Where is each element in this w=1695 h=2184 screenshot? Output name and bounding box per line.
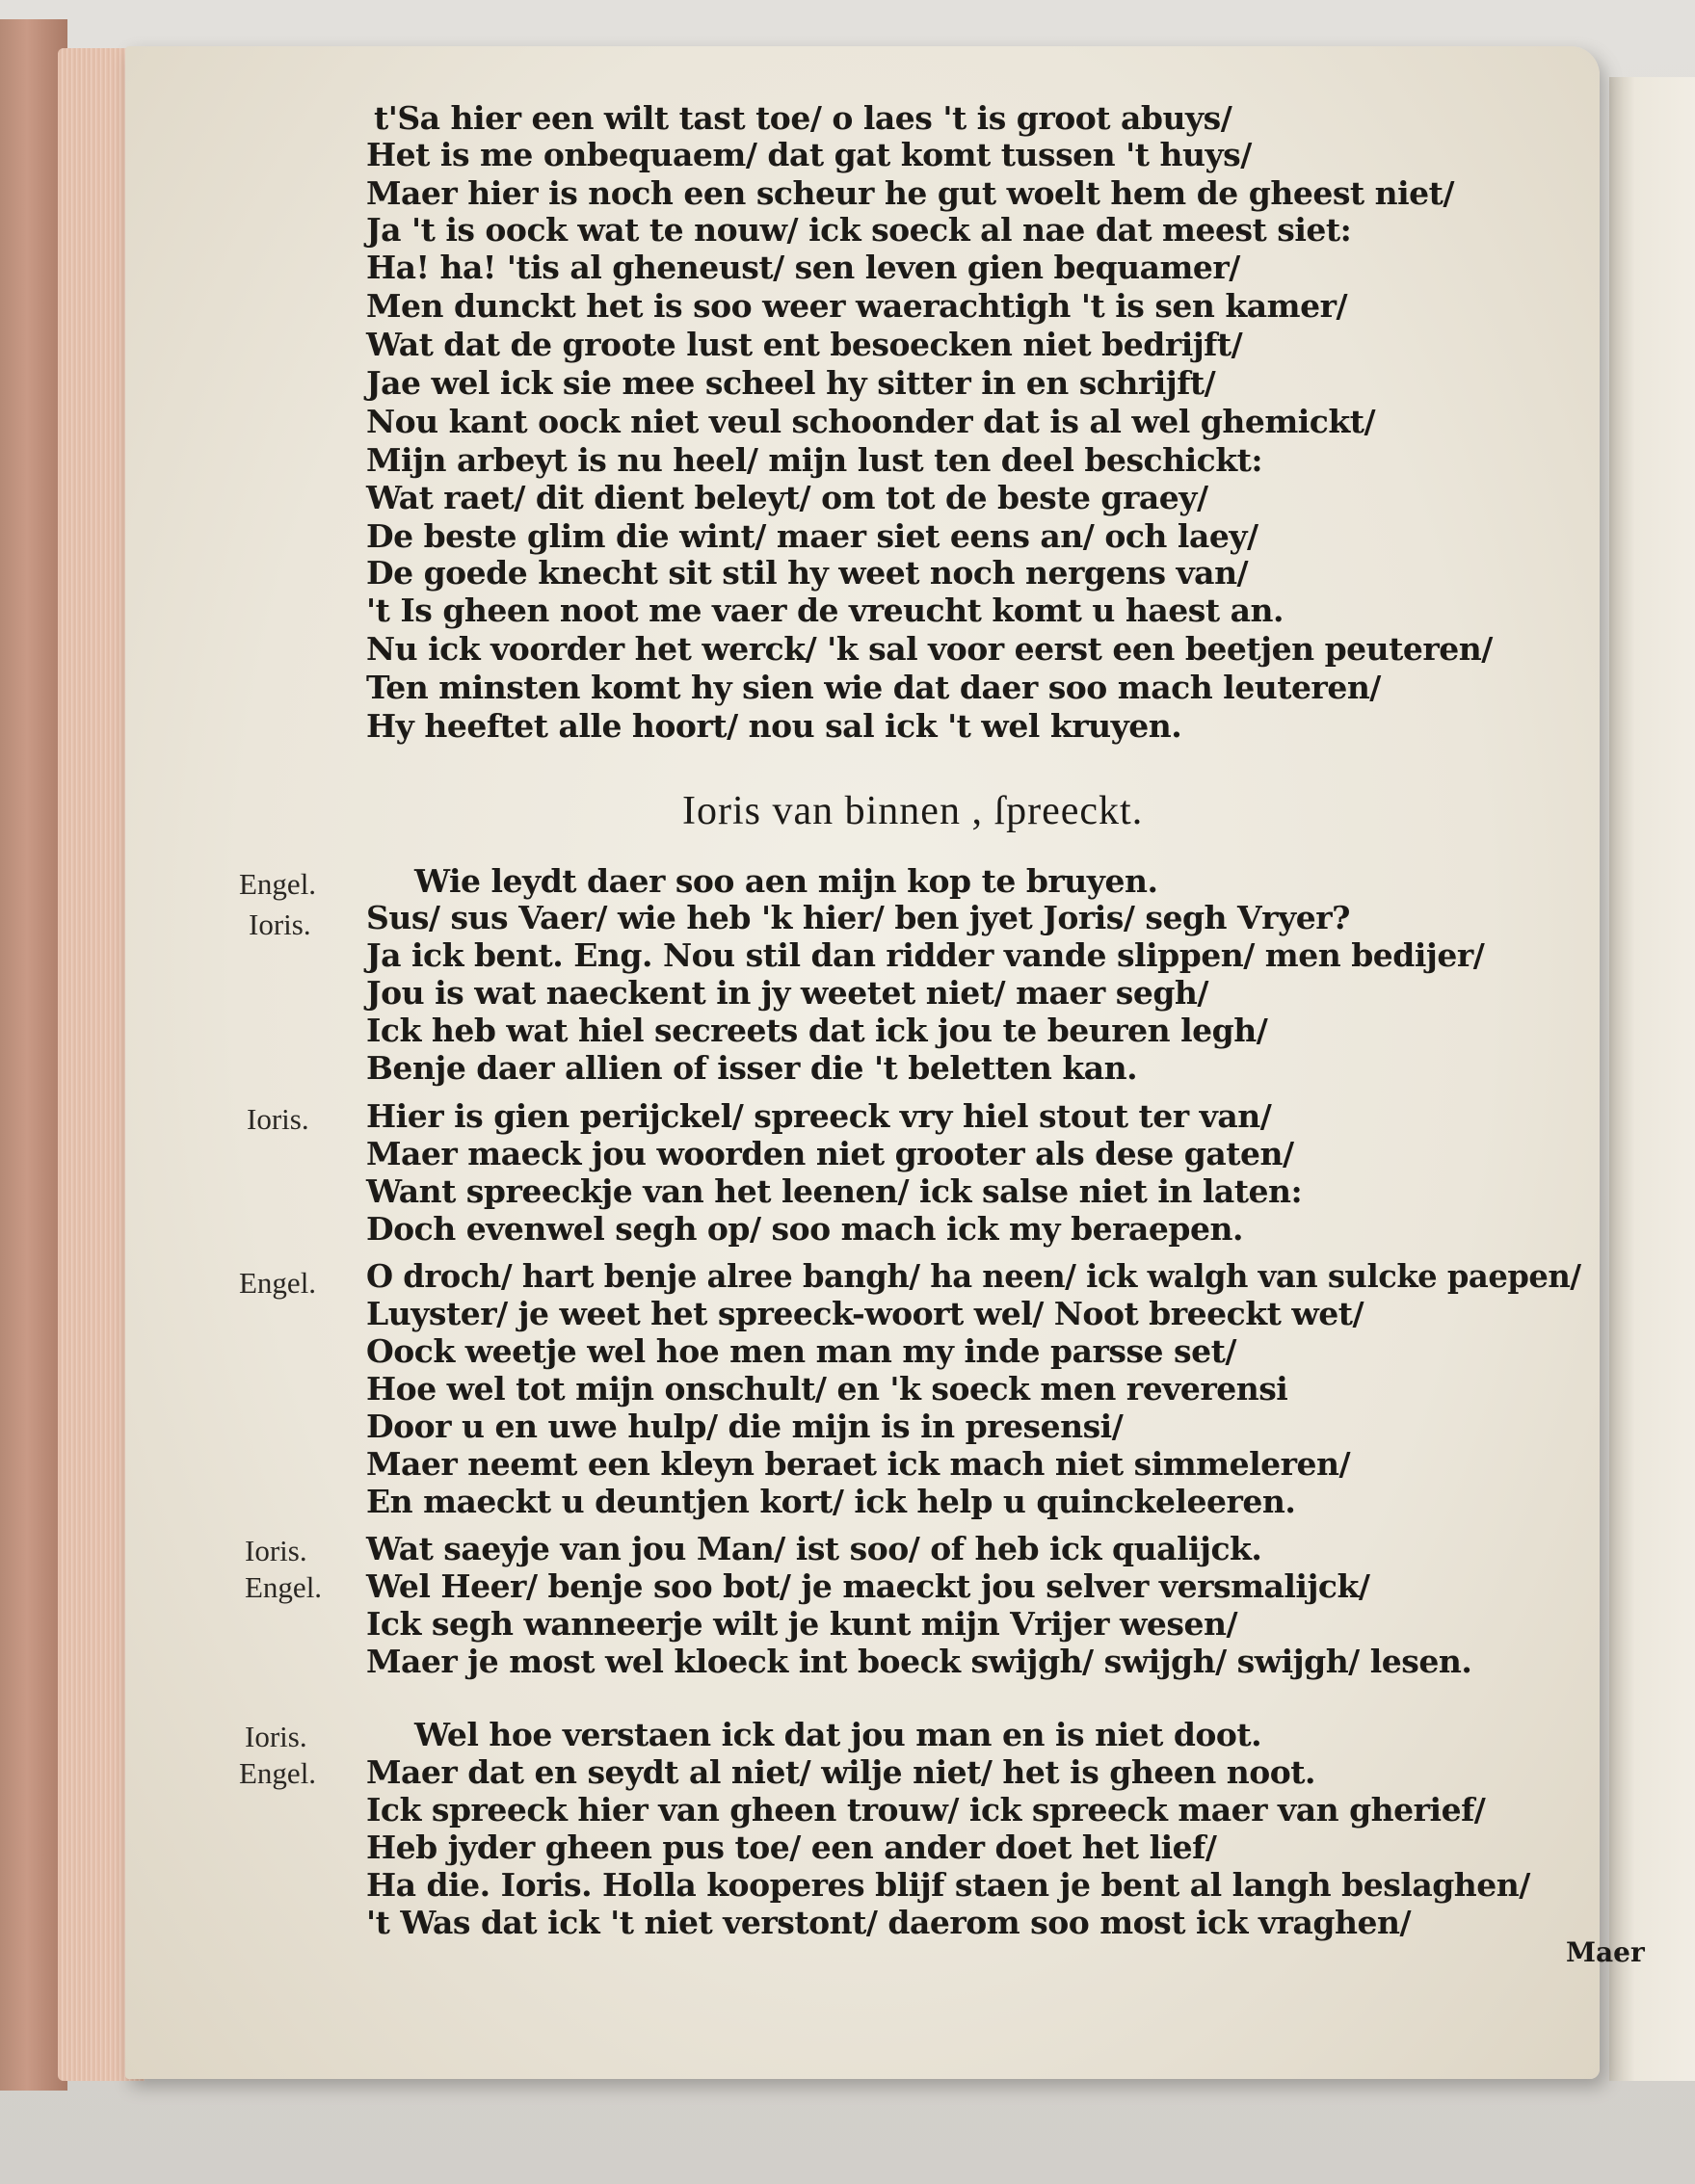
verse-line: Nu ick voorder het werck/ 'k sal voor eerst een beetjen peuteren/ xyxy=(366,630,1493,668)
dialogue-line: Doch evenwel segh op/ soo mach ick my beraepen. xyxy=(366,1210,1243,1248)
verse-line: 't Is gheen noot me vaer de vreucht komt u haest an. xyxy=(366,592,1284,629)
dialogue-line: Wel hoe verstaen ick dat jou man en is niet doot. xyxy=(414,1716,1262,1753)
dialogue-line: Ja ick bent. Eng. Nou stil dan ridder vande slippen/ men bedijer/ xyxy=(366,936,1485,974)
dialogue-line: Luyster/ je weet het spreeck-woort wel/ Noot breeckt wet/ xyxy=(366,1295,1364,1332)
dialogue-line: Want spreeckje van het leenen/ ick salse niet in laten: xyxy=(366,1172,1303,1210)
dialogue-line: Oock weetje wel hoe men man my inde parsse set/ xyxy=(366,1332,1236,1370)
speaker-label: Ioris. xyxy=(249,908,311,941)
verse-line: Jae wel ick sie mee scheel hy sitter in en schrijft/ xyxy=(366,364,1216,402)
verse-line: Het is me onbequaem/ dat gat komt tussen 't huys/ xyxy=(366,136,1252,173)
dialogue-line: Wie leydt daer soo aen mijn kop te bruyen. xyxy=(414,862,1158,900)
dialogue-line: Maer maeck jou woorden niet grooter als dese gaten/ xyxy=(366,1135,1294,1172)
dialogue-line: En maeckt u deuntjen kort/ ick help u quinckeleeren. xyxy=(366,1483,1296,1520)
verse-line: Hy heeftet alle hoort/ nou sal ick 't wel kruyen. xyxy=(366,707,1182,745)
dialogue-line: Maer neemt een kleyn beraet ick mach niet simmeleren/ xyxy=(366,1445,1351,1483)
dialogue-line: Door u en uwe hulp/ die mijn is in presensi/ xyxy=(366,1408,1124,1445)
dialogue-line: O droch/ hart benje alree bangh/ ha neen/ ick walgh van sulcke paepen/ xyxy=(366,1257,1581,1295)
verse-line: Ten minsten komt hy sien wie dat daer soo mach leuteren/ xyxy=(366,669,1381,706)
dialogue-line: Benje daer allien of isser die 't beletten kan. xyxy=(366,1049,1138,1087)
speaker-label: Engel. xyxy=(239,1756,317,1790)
scene-heading: Ioris van binnen , ſpreeckt. xyxy=(682,789,1144,833)
dialogue-line: Maer dat en seydt al niet/ wilje niet/ het is gheen noot. xyxy=(366,1753,1316,1791)
dialogue-line: 't Was dat ick 't niet verstont/ daerom soo most ick vraghen/ xyxy=(366,1904,1412,1941)
verse-line: Maer hier is noch een scheur he gut woelt hem de gheest niet/ xyxy=(366,174,1454,212)
verse-line: Nou kant oock niet veul schoonder dat is al wel ghemickt/ xyxy=(366,403,1376,440)
speaker-label: Ioris. xyxy=(247,1102,309,1136)
verse-line: Ha! ha! 'tis al gheneust/ sen leven gien bequamer/ xyxy=(366,249,1240,286)
verse-line: Wat raet/ dit dient beleyt/ om tot de beste graey/ xyxy=(366,479,1208,516)
verse-line: De beste glim die wint/ maer siet eens an/ och laey/ xyxy=(366,517,1258,555)
speaker-label: Ioris. xyxy=(245,1534,307,1567)
verse-line: De goede knecht sit stil hy weet noch nergens van/ xyxy=(366,554,1249,592)
verse-line: Mijn arbeyt is nu heel/ mijn lust ten deel beschickt: xyxy=(366,441,1263,479)
catchword: Maer xyxy=(1566,1936,1645,1968)
dialogue-line: Sus/ sus Vaer/ wie heb 'k hier/ ben jyet Joris/ segh Vryer? xyxy=(366,899,1350,936)
dialogue-line: Hier is gien perijckel/ spreeck vry hiel stout ter van/ xyxy=(366,1097,1272,1135)
dialogue-line: Hoe wel tot mijn onschult/ en 'k soeck men reverensi xyxy=(366,1370,1288,1408)
dialogue-line: Ick segh wanneerje wilt je kunt mijn Vrijer wesen/ xyxy=(366,1605,1238,1643)
dialogue-line: Maer je most wel kloeck int boeck swijgh/ swijgh/ swijgh/ lesen. xyxy=(366,1643,1472,1680)
dialogue-line: Ha die. Ioris. Holla kooperes blijf staen je bent al langh beslaghen/ xyxy=(366,1866,1530,1904)
speaker-label: Engel. xyxy=(245,1570,323,1604)
speaker-label: Ioris. xyxy=(245,1720,307,1753)
dialogue-line: Ick heb wat hiel secreets dat ick jou te beuren legh/ xyxy=(366,1012,1268,1049)
speaker-label: Engel. xyxy=(239,867,317,901)
verse-line: Wat dat de groote lust ent besoecken niet bedrijft/ xyxy=(366,326,1243,363)
verse-line: Men dunckt het is soo weer waerachtigh 't is sen kamer/ xyxy=(366,287,1348,325)
speaker-label: Engel. xyxy=(239,1266,317,1300)
dialogue-line: Heb jyder gheen pus toe/ een ander doet het lief/ xyxy=(366,1829,1217,1866)
verse-line: Ja 't is oock wat te nouw/ ick soeck al nae dat meest siet: xyxy=(366,211,1352,249)
dialogue-line: Ick spreeck hier van gheen trouw/ ick spreeck maer van gherief/ xyxy=(366,1791,1486,1829)
dialogue-line: Jou is wat naeckent in jy weetet niet/ maer segh/ xyxy=(366,974,1208,1012)
dialogue-line: Wat saeyje van jou Man/ ist soo/ of heb ick qualijck. xyxy=(366,1530,1262,1567)
verse-line: t'Sa hier een wilt tast toe/ o laes 't is groot abuys/ xyxy=(374,99,1232,137)
dialogue-line: Wel Heer/ benje soo bot/ je maeckt jou selver versmalijck/ xyxy=(366,1567,1370,1605)
